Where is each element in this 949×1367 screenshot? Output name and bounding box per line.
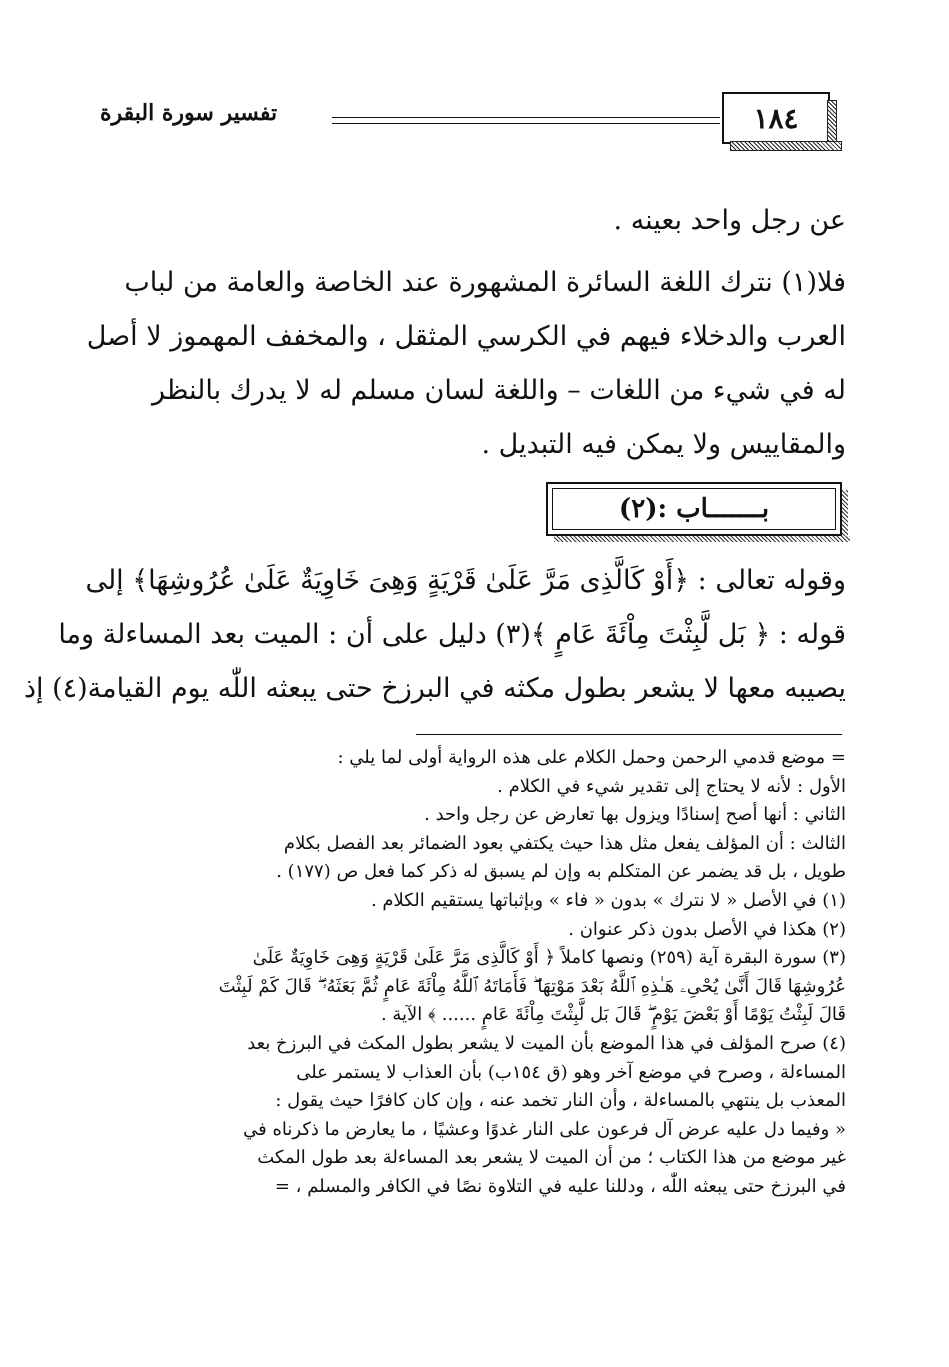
paragraph-3 — [23, 554, 846, 716]
footnote-line: « وفيما دل عليه عرض آل فرعون على النار غدوًا وعشيًا ، ما يعارض ما ذكرناه في — [243, 1118, 846, 1140]
heading-shadow-bottom — [554, 536, 850, 542]
text-line: فلا(١) نترك اللغة السائرة المشهورة عند الخاصة والعامة من لباب — [124, 267, 846, 298]
text-line: والمقاييس ولا يمكن فيه التبديل . — [481, 429, 846, 460]
paragraph-2 — [86, 256, 846, 472]
footnote-line: (٣) سورة البقرة آية (٢٥٩) ونصها كاملاً ﴿ أَوْ كَالَّذِى مَرَّ عَلَىٰ قَرْيَةٍ وَهِىَ خَاوِيَةٌ عَلَىٰ — [252, 947, 846, 969]
paragraph-1 — [100, 194, 846, 248]
header-double-rule — [332, 117, 720, 124]
footnote-line: = موضع قدمي الرحمن وحمل الكلام على هذه الرواية أولى لما يلي : — [337, 747, 846, 768]
footnote-line: الثالث : أن المؤلف يفعل مثل هذا حيث يكتفي بعود الضمائر بعد الفصل بكلام — [283, 832, 846, 854]
text-line: عن رجل واحد بعينه . — [613, 205, 846, 236]
text-line: قوله : ﴿ بَل لَّبِثْتَ مِاْئَةَ عَامٍ ﴾(٣) دليل على أن : الميت بعد المساءلة وما — [58, 619, 846, 650]
footnote-line: في البرزخ حتى يبعثه اللّٰه ، ودللنا عليه في التلاوة نصًا في الكافر والمسلم ، = — [274, 1175, 846, 1197]
section-heading-box — [546, 482, 842, 536]
footnote-line: قَالَ لَبِثْتُ يَوْمًا أَوْ بَعْضَ يَوْمٍ ۖ قَالَ بَل لَّبِثْتَ مِاْئَةَ عَامٍ ...... ﴾ الآية . — [380, 1004, 846, 1026]
running-title: تفسير سورة البقرة — [100, 100, 278, 126]
footnote-line: الأول : لأنه لا يحتاج إلى تقدير شيء في الكلام . — [497, 775, 846, 797]
footnote-line: طويل ، بل قد يضمر عن المتكلم به وإن لم يسبق له ذكر كما فعل ص (١٧٧) . — [276, 861, 846, 883]
page-number-box — [722, 92, 830, 144]
text-line: له في شيء من اللغات – واللغة لسان مسلم له لا يدرك بالنظر — [151, 375, 846, 406]
footnote-separator — [416, 734, 842, 735]
text-line: يصيبه معها لا يشعر بطول مكثه في البرزخ حتى يبعثه اللّٰه يوم القيامة(٤) إذ — [23, 673, 846, 704]
footnote-line: (٤) صرح المؤلف في هذا الموضع بأن الميت لا يشعر بطول المكث في البرزخ بعد — [247, 1032, 846, 1054]
section-heading: بـــــــاب :(٢) — [552, 488, 836, 530]
footnote-line: (٢) هكذا في الأصل بدون ذكر عنوان . — [568, 918, 846, 940]
footnote-line: الثاني : أنها أصح إسنادًا ويزول بها تعارض عن رجل واحد . — [424, 804, 846, 826]
text-line: وقوله تعالى : ﴿أَوْ كَالَّذِى مَرَّ عَلَىٰ قَرْيَةٍ وَهِىَ خَاوِيَةٌ عَلَىٰ عُرُوشِهَا﴾ إلى — [85, 565, 846, 596]
text-line: العرب والدخلاء فيهم في الكرسي المثقل ، والمخفف المهموز لا أصل — [86, 321, 846, 352]
footnotes — [100, 744, 846, 1202]
footnote-line: المساءلة ، وصرح في موضع آخر وهو (ق ١٥٤ب) بأن العذاب لا يستمر على — [296, 1061, 846, 1083]
heading-shadow-right — [842, 490, 848, 542]
page-number: ١٨٤ — [753, 101, 799, 135]
footnote-line: عُرُوشِهَا قَالَ أَنَّىٰ يُحْىِۦ هَـٰذِهِ ٱللَّهُ بَعْدَ مَوْتِهَا ۖ فَأَمَاتَهُ ٱللَّهُ مِاْئَةَ عَامٍ ثُمَّ بَعَثَهُۥ ۖ قَالَ كَمْ لَبِثْتَ — [218, 975, 846, 997]
footnote-line: المعذب بل ينتهي بالمساءلة ، وأن النار تخمد عنه ، وإن كان كافرًا حيث يقول : — [275, 1090, 846, 1112]
footnote-line: (١) في الأصل « لا نترك » بدون « فاء » وبإثباتها يستقيم الكلام . — [370, 889, 846, 911]
footnote-line: غير موضع من هذا الكتاب ؛ من أن الميت لا يشعر بعد المساءلة بعد طول المكث — [257, 1147, 846, 1169]
box-shadow-bottom — [730, 141, 842, 151]
